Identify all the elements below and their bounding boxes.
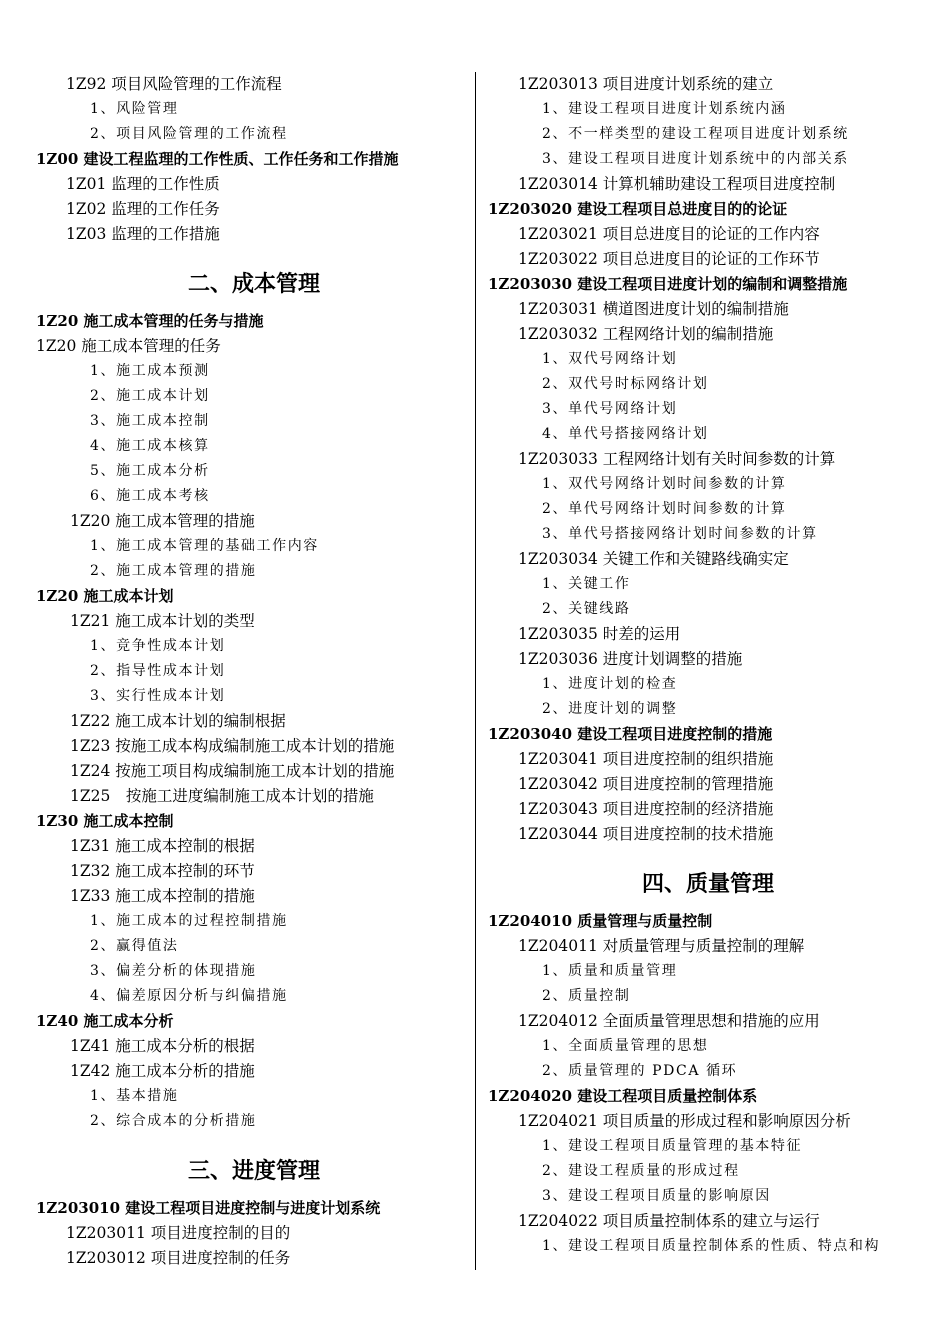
outline-item: 4、施工成本核算	[90, 438, 210, 454]
outline-item: 2、赢得值法	[90, 938, 179, 954]
outline-subheading: 1Z203043 项目进度控制的经济措施	[518, 800, 774, 818]
outline-item: 3、建设工程项目进度计划系统中的内部关系	[542, 151, 849, 167]
outline-item: 1、关键工作	[542, 576, 631, 592]
outline-item: 1、建设工程项目进度计划系统内涵	[542, 101, 787, 117]
outline-subheading: 1Z203032 工程网络计划的编制措施	[518, 325, 774, 343]
outline-item: 2、质量管理的 PDCA 循环	[542, 1063, 738, 1079]
outline-heading: 1Z203020 建设工程项目总进度目的的论证	[488, 200, 788, 218]
outline-subheading: 1Z203036 进度计划调整的措施	[518, 650, 743, 668]
outline-item: 2、双代号时标网络计划	[542, 376, 709, 392]
outline-subheading: 1Z31 施工成本控制的根据	[70, 837, 255, 855]
outline-item: 3、单代号搭接网络计划时间参数的计算	[542, 526, 818, 542]
outline-item: 2、项目风险管理的工作流程	[90, 126, 288, 142]
outline-subheading: 1Z204011 对质量管理与质量控制的理解	[518, 937, 805, 955]
right-column	[488, 72, 928, 1259]
outline-subheading: 1Z203011 项目进度控制的目的	[66, 1224, 291, 1242]
outline-subheading: 1Z203021 项目总进度目的论证的工作内容	[518, 225, 820, 243]
outline-item: 1、进度计划的检查	[542, 676, 678, 692]
outline-subheading: 1Z24 按施工项目构成编制施工成本计划的措施	[70, 762, 395, 780]
outline-item: 1、施工成本预测	[90, 363, 210, 379]
outline-item: 1、双代号网络计划	[542, 351, 678, 367]
outline-subheading: 1Z203033 工程网络计划有关时间参数的计算	[518, 450, 836, 468]
outline-item: 2、质量控制	[542, 988, 631, 1004]
outline-subheading: 1Z203035 时差的运用	[518, 625, 681, 643]
outline-heading: 1Z204020 建设工程项目质量控制体系	[488, 1087, 758, 1105]
outline-heading: 1Z00 建设工程监理的工作性质、工作任务和工作措施	[36, 150, 399, 168]
outline-item: 1、全面质量管理的思想	[542, 1038, 709, 1054]
outline-item: 1、施工成本管理的基础工作内容	[90, 538, 319, 554]
outline-subheading: 1Z33 施工成本控制的措施	[70, 887, 255, 905]
outline-subheading: 1Z20 施工成本管理的措施	[70, 512, 255, 530]
outline-subheading: 1Z41 施工成本分析的根据	[70, 1037, 255, 1055]
outline-item: 2、施工成本管理的措施	[90, 563, 257, 579]
outline-subheading: 1Z03 监理的工作措施	[66, 225, 220, 243]
outline-heading: 1Z20 施工成本管理的任务与措施	[36, 312, 264, 330]
section-title: 三、进度管理	[187, 1158, 320, 1184]
outline-item: 2、单代号网络计划时间参数的计算	[542, 501, 787, 517]
outline-item: 5、施工成本分析	[90, 463, 210, 479]
outline-heading: 1Z20 施工成本计划	[36, 587, 174, 605]
outline-subheading: 1Z203042 项目进度控制的管理措施	[518, 775, 774, 793]
outline-item: 4、单代号搭接网络计划	[542, 426, 709, 442]
outline-item: 3、实行性成本计划	[90, 688, 226, 704]
outline-item: 1、双代号网络计划时间参数的计算	[542, 476, 787, 492]
outline-subheading: 1Z203031 横道图进度计划的编制措施	[518, 300, 789, 318]
left-column	[36, 72, 472, 1271]
section-title: 二、成本管理	[187, 271, 320, 297]
outline-item: 1、建设工程项目质量控制体系的性质、特点和构	[542, 1238, 881, 1254]
outline-subheading: 1Z203013 项目进度计划系统的建立	[518, 75, 774, 93]
outline-subheading: 1Z203034 关键工作和关键路线确实定	[518, 550, 789, 568]
outline-item: 1、质量和质量管理	[542, 963, 678, 979]
outline-subheading: 1Z25 按施工进度编制施工成本计划的措施	[70, 787, 374, 805]
outline-item: 1、施工成本的过程控制措施	[90, 913, 288, 929]
section-title: 四、质量管理	[641, 871, 774, 897]
outline-heading: 1Z203040 建设工程项目进度控制的措施	[488, 725, 773, 743]
outline-item: 2、关键线路	[542, 601, 631, 617]
outline-subheading: 1Z204021 项目质量的形成过程和影响原因分析	[518, 1112, 851, 1130]
outline-subheading: 1Z204022 项目质量控制体系的建立与运行	[518, 1212, 820, 1230]
outline-item: 2、综合成本的分析措施	[90, 1113, 257, 1129]
outline-item: 3、建设工程项目质量的影响原因	[542, 1188, 771, 1204]
outline-item: 3、施工成本控制	[90, 413, 210, 429]
outline-subheading: 1Z203014 计算机辅助建设工程项目进度控制	[518, 175, 836, 193]
outline-item: 2、指导性成本计划	[90, 663, 226, 679]
outline-item: 1、建设工程项目质量管理的基本特征	[542, 1138, 803, 1154]
outline-subheading: 1Z203044 项目进度控制的技术措施	[518, 825, 774, 843]
outline-item: 2、建设工程质量的形成过程	[542, 1163, 740, 1179]
outline-subheading: 1Z01 监理的工作性质	[66, 175, 220, 193]
outline-item: 4、偏差原因分析与纠偏措施	[90, 988, 288, 1004]
outline-subheading: 1Z32 施工成本控制的环节	[70, 862, 255, 880]
outline-subheading: 1Z203022 项目总进度目的论证的工作环节	[518, 250, 820, 268]
outline-item: 6、施工成本考核	[90, 488, 210, 504]
outline-subheading: 1Z203012 项目进度控制的任务	[66, 1249, 291, 1267]
outline-item: 3、偏差分析的体现措施	[90, 963, 257, 979]
outline-item: 3、单代号网络计划	[542, 401, 678, 417]
outline-subheading: 1Z42 施工成本分析的措施	[70, 1062, 255, 1080]
outline-item: 1、风险管理	[90, 101, 179, 117]
outline-item: 1、竞争性成本计划	[90, 638, 226, 654]
outline-subheading: 1Z204012 全面质量管理思想和措施的应用	[518, 1012, 820, 1030]
outline-heading: 1Z203030 建设工程项目进度计划的编制和调整措施	[488, 275, 848, 293]
outline-heading: 1Z204010 质量管理与质量控制	[488, 912, 713, 930]
outline-subheading: 1Z22 施工成本计划的编制根据	[70, 712, 286, 730]
column-divider	[475, 72, 476, 1270]
outline-subheading: 1Z02 监理的工作任务	[66, 200, 220, 218]
outline-subheading: 1Z23 按施工成本构成编制施工成本计划的措施	[70, 737, 395, 755]
outline-item: 2、进度计划的调整	[542, 701, 678, 717]
outline-subheading: 1Z92 项目风险管理的工作流程	[66, 75, 282, 93]
outline-item: 1、基本措施	[90, 1088, 179, 1104]
outline-item: 2、不一样类型的建设工程项目进度计划系统	[542, 126, 849, 142]
outline-heading: 1Z203010 建设工程项目进度控制与进度计划系统	[36, 1199, 381, 1217]
outline-heading: 1Z40 施工成本分析	[36, 1012, 174, 1030]
outline-subheading: 1Z203041 项目进度控制的组织措施	[518, 750, 774, 768]
outline-subheading: 1Z21 施工成本计划的类型	[70, 612, 255, 630]
outline-item: 2、施工成本计划	[90, 388, 210, 404]
outline-heading: 1Z30 施工成本控制	[36, 812, 174, 830]
outline-subheading: 1Z20 施工成本管理的任务	[36, 337, 221, 355]
